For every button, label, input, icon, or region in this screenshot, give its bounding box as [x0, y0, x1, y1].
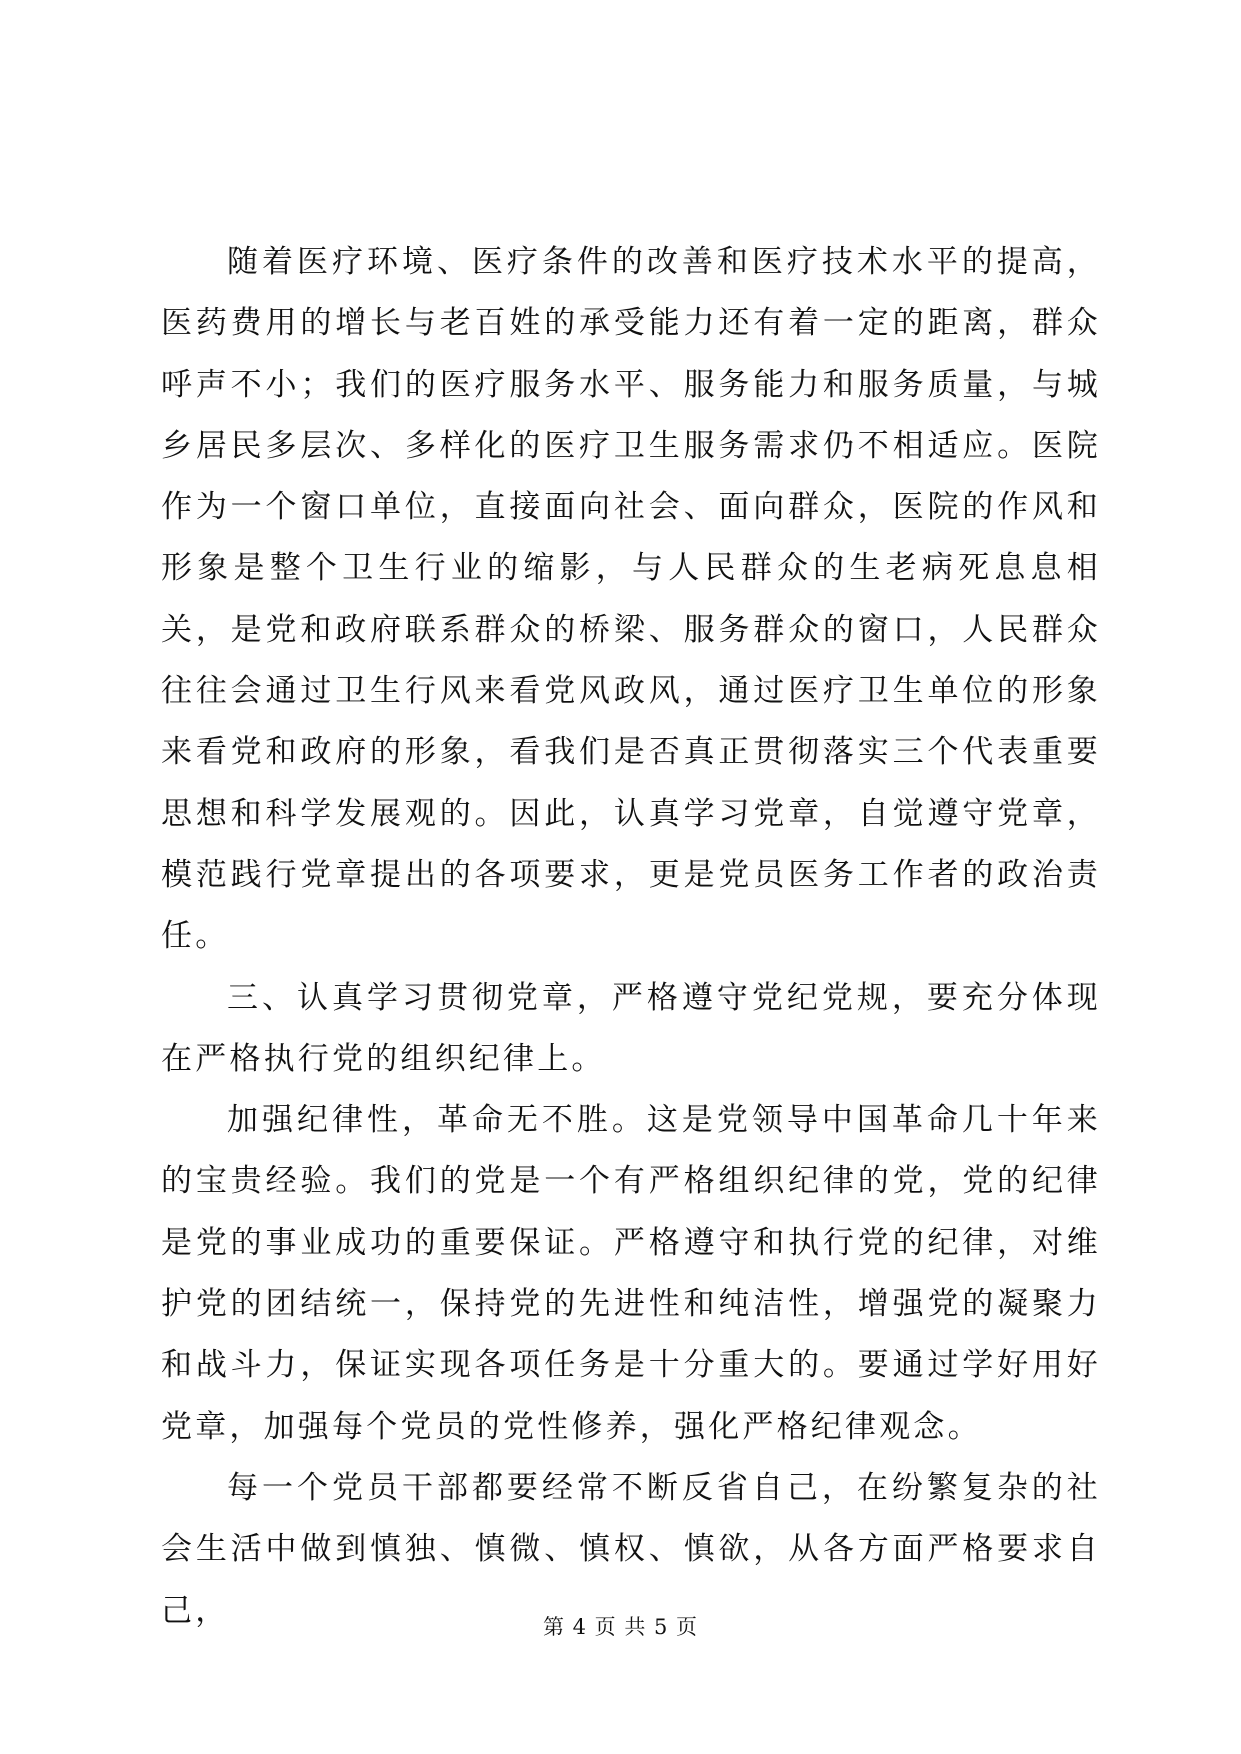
paragraph-self-reflection: 每一个党员干部都要经常不断反省自己，在纷繁复杂的社会生活中做到慎独、慎微、慎权、慎欲，从各方面严格要求自己，	[161, 1469, 1101, 1629]
document-body	[161, 232, 1101, 1642]
paragraph-section-three-heading: 三、认真学习贯彻党章，严格遵守党纪党规，要充分体现在严格执行党的组织纪律上。	[161, 979, 1101, 1077]
page-number-footer: 第 4 页 共 5 页	[542, 1615, 699, 1639]
paragraph-medical-environment: 随着医疗环境、医疗条件的改善和医疗技术水平的提高，医药费用的增长与老百姓的承受能力还有着一定的距离，群众呼声不小；我们的医疗服务水平、服务能力和服务质量，与城乡居民多层次、多样化的医疗卫生服务需求仍不相适应。医院作为一个窗口单位，直接面向社会、面向群众，医院的作风和形象是整个卫生行业的缩影，与人民群众的生老病死息息相关，是党和政府联系群众的桥梁、服务群众的窗口，人民群众往往会通过卫生行风来看党风政风，通过医疗卫生单位的形象来看党和政府的形象，看我们是否真正贯彻落实三个代表重要思想和科学发展观的。因此，认真学习党章，自觉遵守党章，模范践行党章提出的各项要求，更是党员医务工作者的政治责任。	[161, 244, 1101, 955]
paragraph-discipline: 加强纪律性，革命无不胜。这是党领导中国革命几十年来的宝贵经验。我们的党是一个有严格组织纪律的党，党的纪律是党的事业成功的重要保证。严格遵守和执行党的纪律，对维护党的团结统一，保持党的先进性和纯洁性，增强党的凝聚力和战斗力，保证实现各项任务是十分重大的。要通过学好用好党章，加强每个党员的党性修养，强化严格纪律观念。	[161, 1102, 1101, 1445]
